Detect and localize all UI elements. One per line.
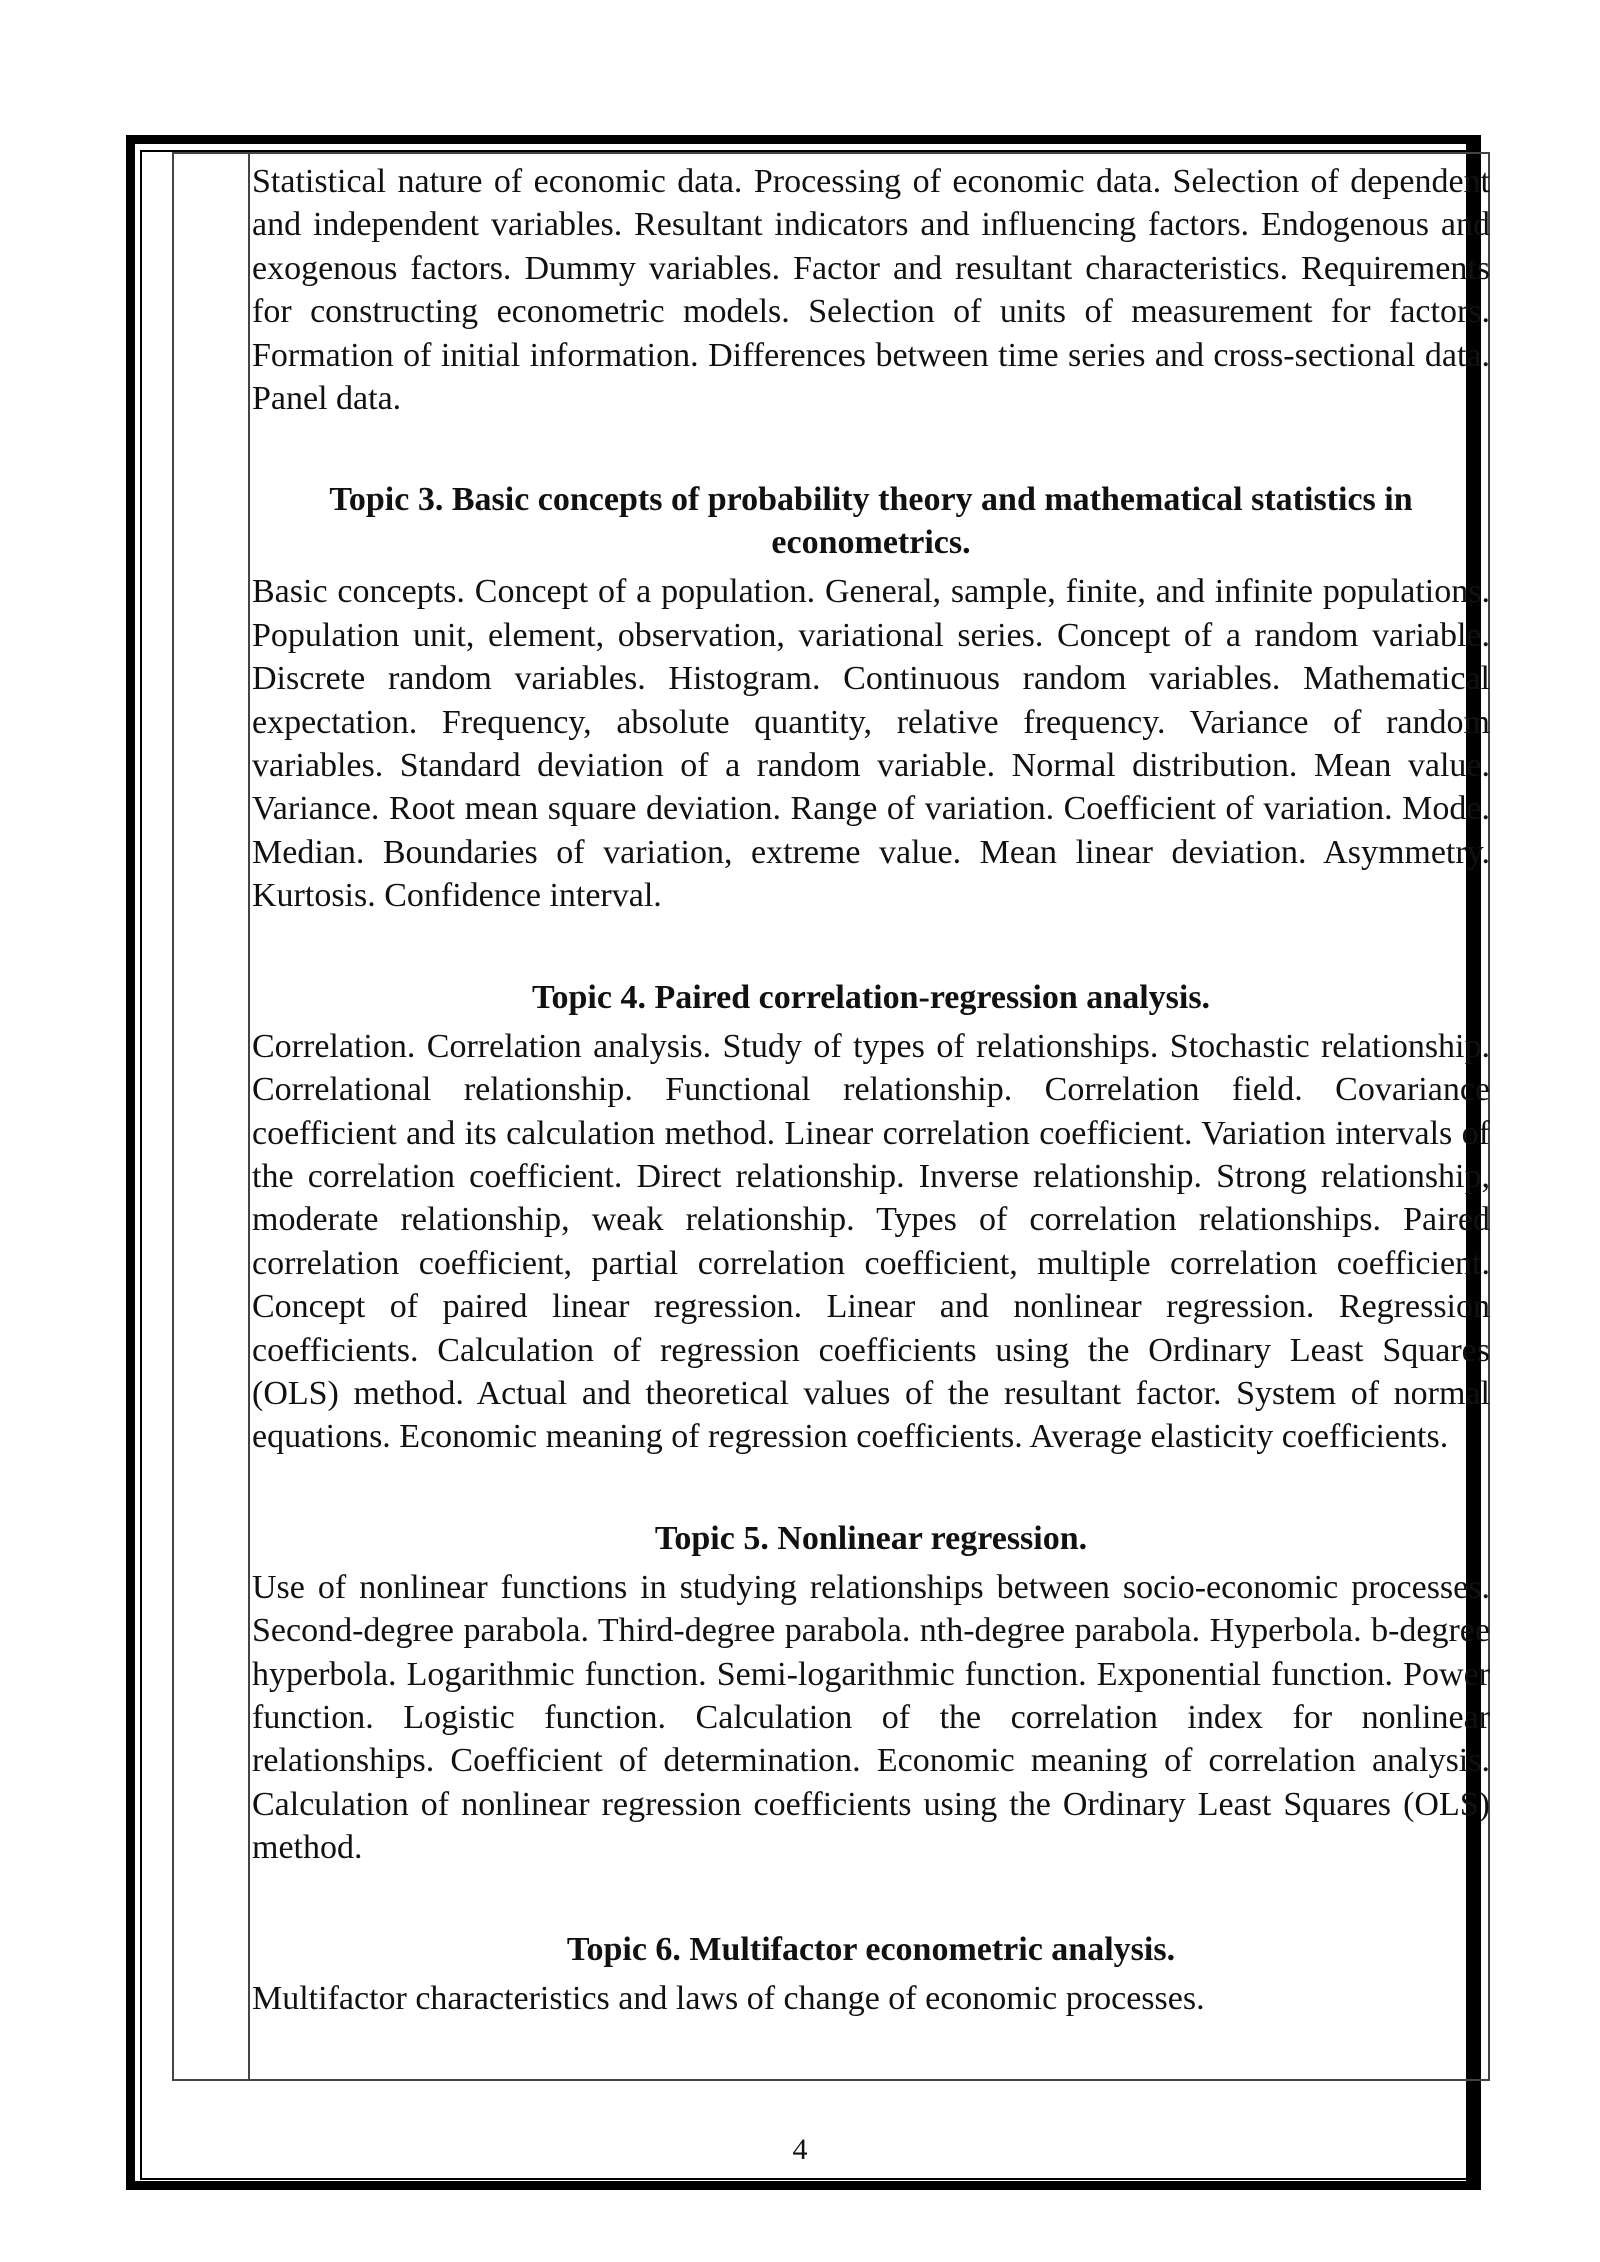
spacer bbox=[252, 1870, 1490, 1928]
topic-4-body: Correlation. Correlation analysis. Study of types of relationships. Stochastic relationship. Correlational relationship. Functional relationship. Correlation field. Covariance coefficient and its calculation method. Linear correlation coefficient. Variation intervals of the correlation coefficient. Direct relationship. Inverse relationship. Strong relationship, moderate relationship, weak relationship. Types of correlation relationships. Paired correlation coefficient, partial correlation coefficient, multiple correlation coefficient. Concept of paired linear regression. Linear and nonlinear regression. Regression coefficients. Calculation of regression coefficients using the Ordinary Least Squares (OLS) method. Actual and theoretical values of the resultant factor. System of normal equations. Economic meaning of regression coefficients. Average elasticity coefficients. bbox=[252, 1027, 1490, 1456]
table-column-divider bbox=[248, 152, 250, 2081]
spacer bbox=[252, 420, 1490, 478]
spacer bbox=[252, 1459, 1490, 1517]
topic-3-title: Topic 3. Basic concepts of probability theory and mathematical statistics in econometrics. bbox=[329, 481, 1413, 562]
topic-5-body: Use of nonlinear functions in studying relationships between socio-economic processes. Second-degree parabola. Third-degree parabola. nth-degree parabola. Hyperbola. b-degree hyperbola. Logarithmic function. Semi-logarithmic function. Exponential function. Power function. Logistic function. Calculation of the correlation index for nonlinear relationships. Coefficient of determination. Economic meaning of correlation analysis. Calculation of nonlinear regression coefficients using the Ordinary Least Squares (OLS) method. bbox=[252, 1568, 1490, 1867]
table-content-cell bbox=[252, 160, 1490, 2078]
topic-3-body: Basic concepts. Concept of a population. General, sample, finite, and infinite populations. Population unit, element, observation, variational series. Concept of a random variable. Discrete random variables. Histogram. Continuous random variables. Mathematical expectation. Frequency, absolute quantity, relative frequency. Variance of random variables. Standard deviation of a random variable. Normal distribution. Mean value. Variance. Root mean square deviation. Range of variation. Coefficient of variation. Mode. Median. Boundaries of variation, extreme value. Mean linear deviation. Asymmetry. Kurtosis. Confidence interval. bbox=[252, 573, 1490, 915]
topic-4-title: Topic 4. Paired correlation-regression analysis. bbox=[531, 978, 1211, 1016]
topic-6-title: Topic 6. Multifactor econometric analysis. bbox=[566, 1930, 1176, 1968]
topic-5-title: Topic 5. Nonlinear regression. bbox=[654, 1519, 1088, 1557]
spacer bbox=[252, 918, 1490, 976]
topic-6-body: Multifactor characteristics and laws of change of economic processes. bbox=[252, 1979, 1205, 2017]
intro-paragraph: Statistical nature of economic data. Processing of economic data. Selection of dependent and independent variables. Resultant indicators and influencing factors. Endogenous and exogenous factors. Dummy variables. Factor and resultant characteristics. Requirements for constructing econometric models. Selection of units of measurement for factors. Formation of initial information. Differences between time series and cross-sectional data. Panel data. bbox=[252, 163, 1490, 418]
page-number: 4 bbox=[792, 2133, 808, 2166]
